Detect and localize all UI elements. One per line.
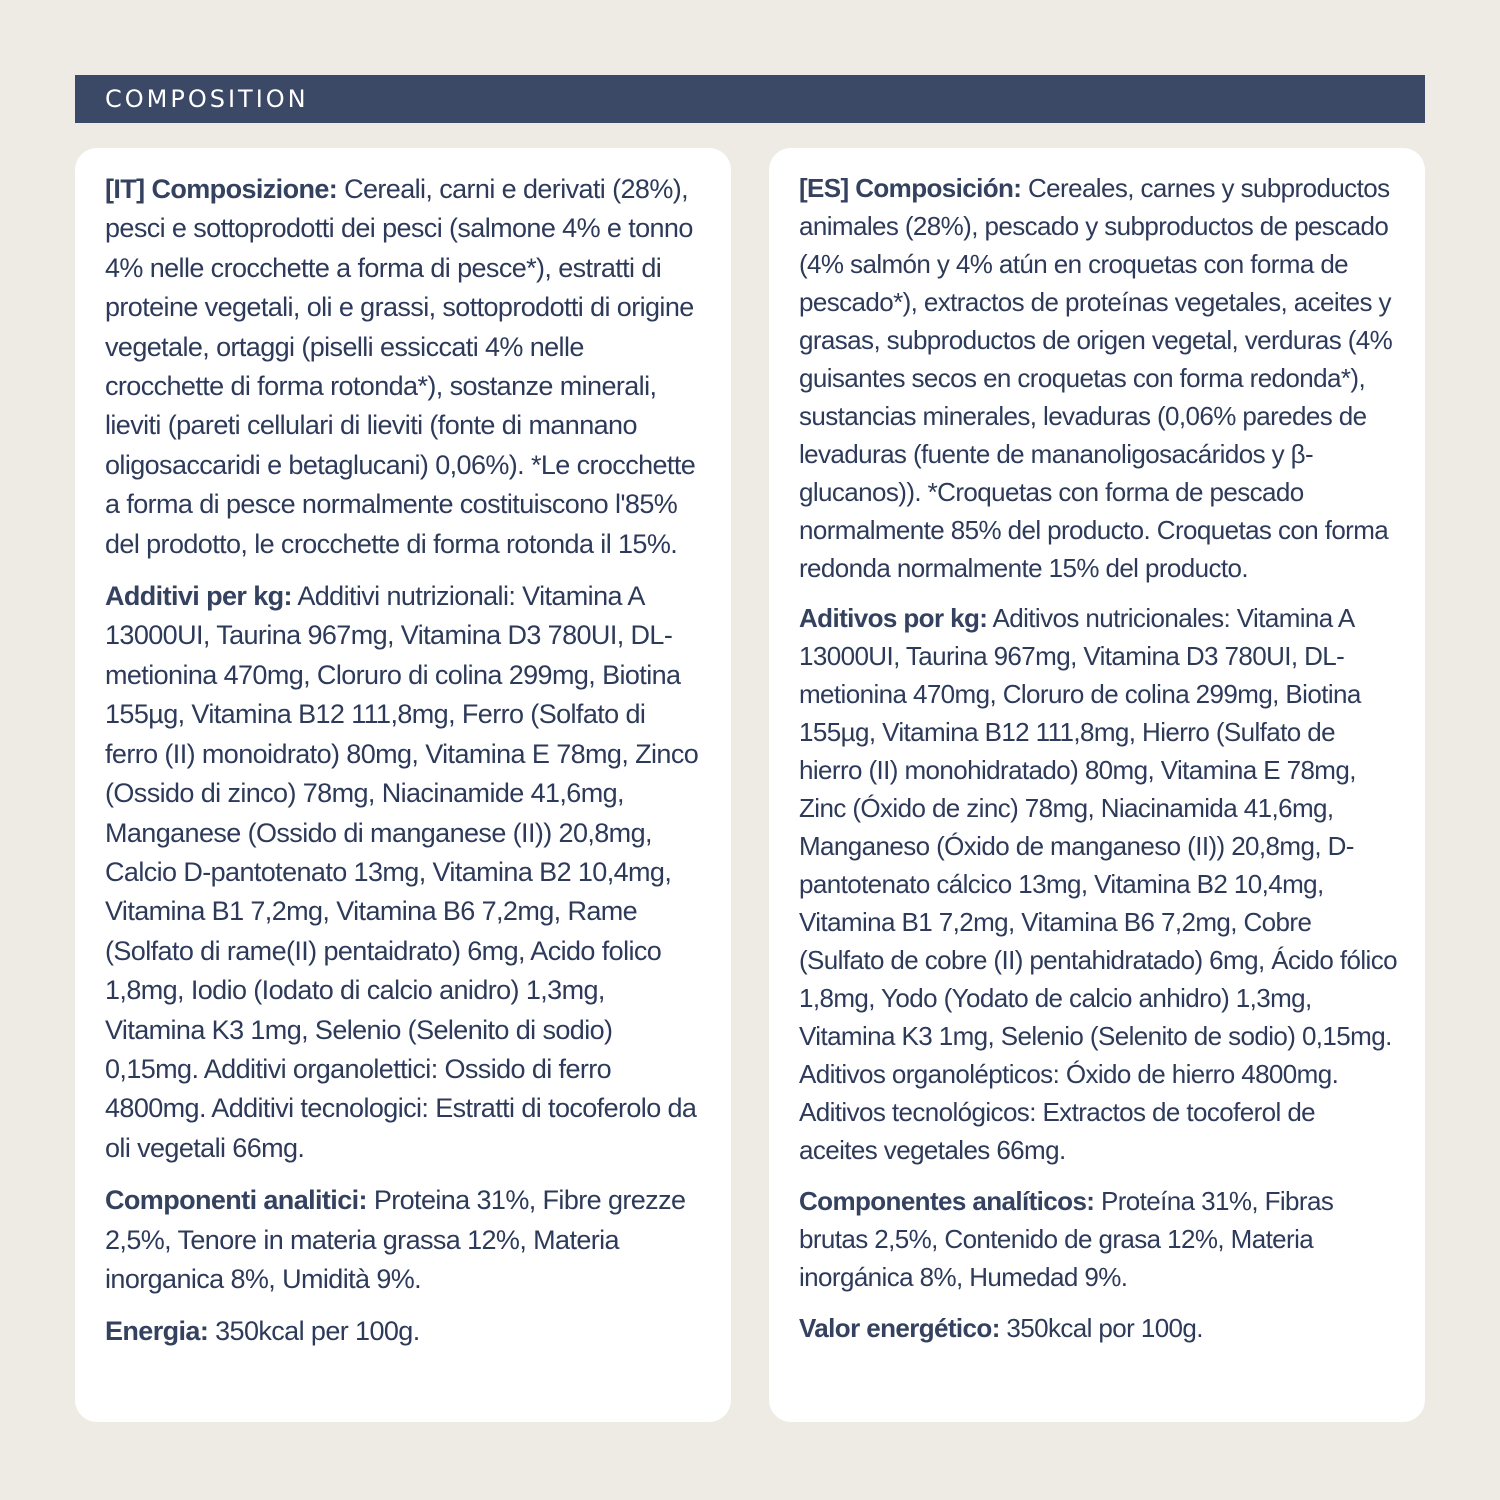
es-energy-text: 350kcal por 100g.: [999, 1312, 1203, 1343]
it-additives-paragraph: [105, 577, 703, 1168]
it-energy-label: Energia:: [105, 1316, 209, 1347]
es-additives-text: Aditivos nutricionales: Vitamina A 13000UI, Taurina 967mg, Vitamina D3 780UI, DL-metionina 470mg, Cloruro de colina 299mg, Biotina 155µg, Vitamina B12 111,8mg, Hierro (Sulfato de hierro (II) monohidratado) 80mg, Vitamina E 78mg, Zinc (Óxido de zinc) 78mg, Niacinamida 41,6mg, Manganeso (Óxido de manganeso (II)) 20,8mg, D-pantotenato cálcico 13mg, Vitamina B2 10,4mg, Vitamina B1 7,2mg, Vitamina B6 7,2mg, Cobre (Sulfato de cobre (II) pentahidratado) 6mg, Ácido fólico 1,8mg, Yodo (Yodato de calcio anhidro) 1,3mg, Vitamina K3 1mg, Selenio (Selenito de sodio) 0,15mg. Aditivos organolépticos: Óxido de hierro 4800mg. Aditivos tecnológicos: Extractos de tocoferol de aceites vegetales 66mg.: [799, 603, 1397, 1165]
it-analytical-label: Componenti analitici:: [105, 1185, 367, 1216]
es-additives-label: Aditivos por kg:: [799, 603, 988, 634]
it-energy-paragraph: [105, 1312, 703, 1351]
es-energy-label: Valor energético:: [799, 1312, 1000, 1343]
it-energy-text: 350kcal per 100g.: [208, 1316, 420, 1347]
es-analytical-text: Proteína 31%, Fibras brutas 2,5%, Contenido de grasa 12%, Materia inorgánica 8%, Humedad 9%.: [799, 1185, 1334, 1292]
it-composition-label: [IT] Composizione:: [105, 174, 338, 204]
es-analytical-label: Componentes analíticos:: [799, 1185, 1095, 1216]
es-composition-text: Cereales, carnes y subproductos animales (28%), pescado y subproductos de pescado (4% salmón y 4% atún en croquetas con forma de pescado*), extractos de proteínas vegetales, aceites y grasas, subproductos de origen vegetal, verduras (4% guisantes secos en croquetas con forma redonda*), sustancias minerales, levaduras (0,06% paredes de levaduras (fuente de mananoligosacáridos y β-glucanos)). *Croquetas con forma de pescado normalmente 85% del producto. Croquetas con forma redonda normalmente 15% del producto.: [799, 173, 1393, 583]
it-analytical-paragraph: [105, 1181, 703, 1299]
it-analytical-text: Proteina 31%, Fibre grezze 2,5%, Tenore in materia grassa 12%, Materia inorganica 8%, Umidità 9%.: [105, 1185, 686, 1294]
es-composition-paragraph: [799, 170, 1397, 587]
panel-italian: [75, 148, 731, 1422]
es-energy-paragraph: [799, 1310, 1397, 1348]
section-header: [75, 75, 1425, 123]
es-composition-label: [ES] Composición:: [799, 173, 1022, 203]
es-analytical-paragraph: [799, 1183, 1397, 1297]
it-additives-label: Additivi per kg:: [105, 581, 292, 612]
section-title: COMPOSITION: [105, 85, 309, 113]
it-composition-text: Cereali, carni e derivati (28%), pesci e sottoprodotti dei pesci (salmone 4% e tonno 4% nelle crocchette a forma di pesce*), estratti di proteine vegetali, oli e grassi, sottoprodotti di origine vegetale, ortaggi (piselli essiccati 4% nelle crocchette di forma rotonda*), sostanze minerali, lieviti (pareti cellulari di lieviti (fonte di mannano oligosaccaridi e betaglucani) 0,06%). *Le crocchette a forma di pesce normalmente costituiscono l'85% del prodotto, le crocchette di forma rotonda il 15%.: [105, 174, 696, 559]
panel-spanish: [769, 148, 1425, 1422]
it-additives-text: Additivi nutrizionali: Vitamina A 13000UI, Taurina 967mg, Vitamina D3 780UI, DL-metionina 470mg, Cloruro di colina 299mg, Biotina 155µg, Vitamina B12 111,8mg, Ferro (Solfato di ferro (II) monoidrato) 80mg, Vitamina E 78mg, Zinco (Ossido di zinco) 78mg, Niacinamide 41,6mg, Manganese (Ossido di manganese (II)) 20,8mg, Calcio D-pantotenato 13mg, Vitamina B2 10,4mg, Vitamina B1 7,2mg, Vitamina B6 7,2mg, Rame (Solfato di rame(II) pentaidrato) 6mg, Acido folico 1,8mg, Iodio (Iodato di calcio anidro) 1,3mg, Vitamina K3 1mg, Selenio (Selenito di sodio) 0,15mg. Additivi organolettici: Ossido di ferro 4800mg. Additivi tecnologici: Estratti di tocoferolo da oli vegetali 66mg.: [105, 581, 699, 1163]
es-additives-paragraph: [799, 600, 1397, 1169]
it-composition-paragraph: [105, 170, 703, 564]
